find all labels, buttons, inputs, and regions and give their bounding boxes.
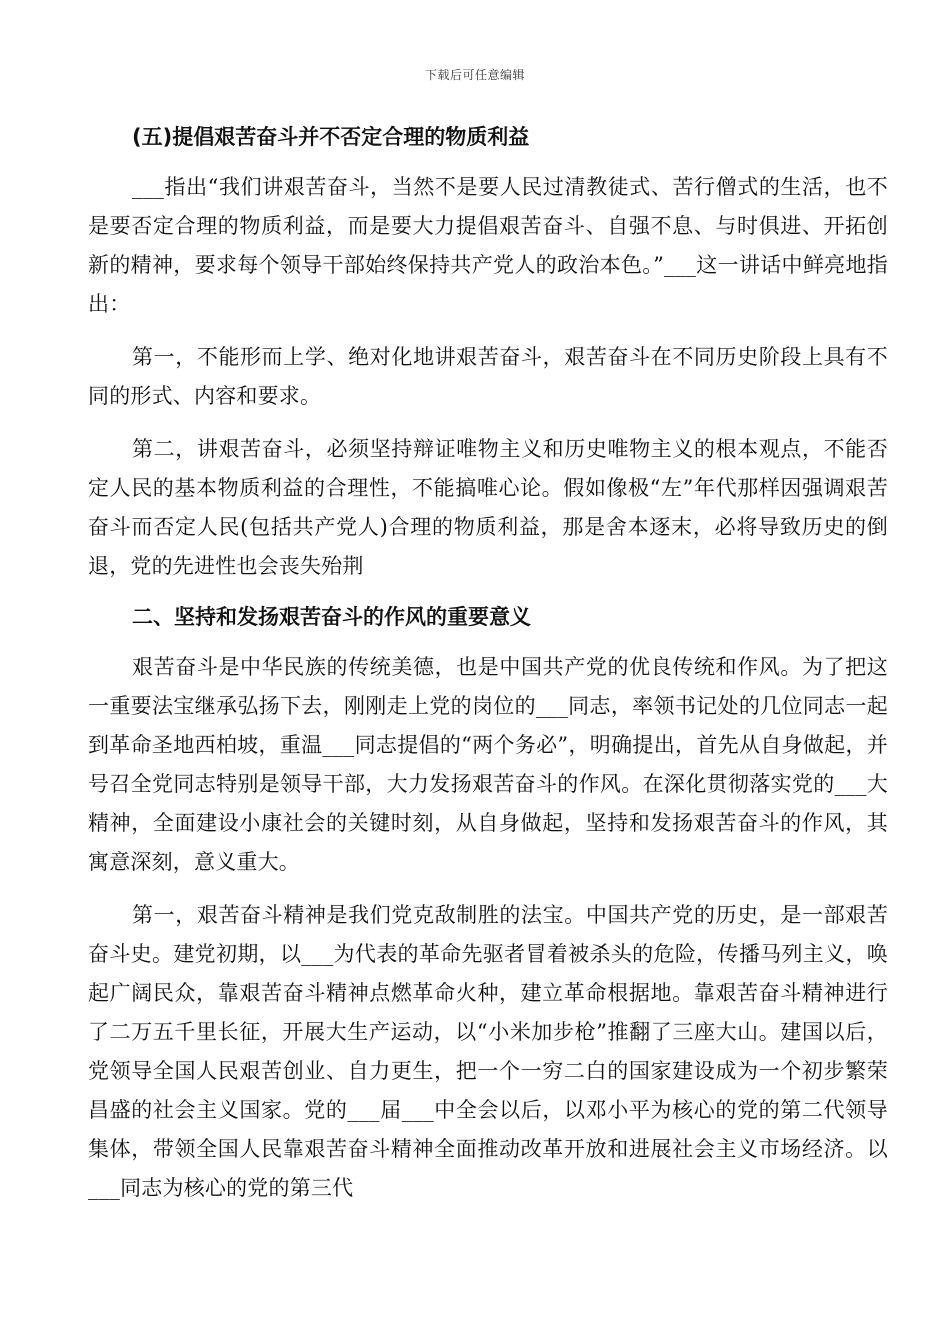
document-body	[88, 120, 888, 1222]
header-note: 下载后可任意编辑	[424, 68, 525, 82]
paragraph-first-point: 第一，不能形而上学、绝对化地讲艰苦奋斗，艰苦奋斗在不同历史阶段上具有不同的形式、内容和要求。	[88, 345, 888, 408]
section-heading-importance: 二、坚持和发扬艰苦奋斗的作风的重要意义	[132, 605, 531, 629]
section-heading-wuxiang: (五)提倡艰苦奋斗并不否定合理的物质利益	[132, 125, 530, 149]
paragraph-history: 第一，艰苦奋斗精神是我们党克敌制胜的法宝。中国共产党的历史，是一部艰苦奋斗史。建党初期，以___为代表的革命先驱者冒着被杀头的危险，传播马列主义，唤起广阔民众，靠艰苦奋斗精神点燃革命火种，建立革命根据地。靠艰苦奋斗精神进行了二万五千里长征，开展大生产运动，以“小米加步枪”推翻了三座大山。建国以后，党领导全国人民艰苦创业、自力更生，把一个一穷二白的国家建设成为一个初步繁荣昌盛的社会主义国家。党的___届___中全会以后，以邓小平为核心的党的第二代领导集体，带领全国人民靠艰苦奋斗精神全面推动改革开放和进展社会主义市场经济。以___同志为核心的党的第三代	[88, 903, 888, 1200]
paragraph-tradition: 艰苦奋斗是中华民族的传统美德，也是中国共产党的优良传统和作风。为了把这一重要法宝继承弘扬下去，刚刚走上党的岗位的___同志，率领书记处的几位同志一起到革命圣地西柏坡，重温___同志提倡的“两个务必”，明确提出，首先从自身做起，并号召全党同志特别是领导干部，大力发扬艰苦奋斗的作风。在深化贯彻落实党的___大精神，全面建设小康社会的关键时刻，从自身做起，坚持和发扬艰苦奋斗的作风，其寓意深刻，意义重大。	[88, 655, 888, 874]
paragraph-quote: ___指出“我们讲艰苦奋斗，当然不是要人民过清教徒式、苦行僧式的生活，也不是要否定合理的物质利益，而是要大力提倡艰苦奋斗、自强不息、与时俱进、开拓创新的精神，要求每个领导干部始终保持共产党人的政治本色。”___这一讲话中鲜亮地指出：	[88, 175, 888, 316]
paragraph-second-point: 第二，讲艰苦奋斗，必须坚持辩证唯物主义和历史唯物主义的根本观点，不能否定人民的基本物质利益的合理性，不能搞唯心论。假如像极“左”年代那样因强调艰苦奋斗而否定人民(包括共产党人)合理的物质利益，那是舍本逐末，必将导致历史的倒退，党的先进性也会丧失殆荆	[88, 437, 888, 578]
